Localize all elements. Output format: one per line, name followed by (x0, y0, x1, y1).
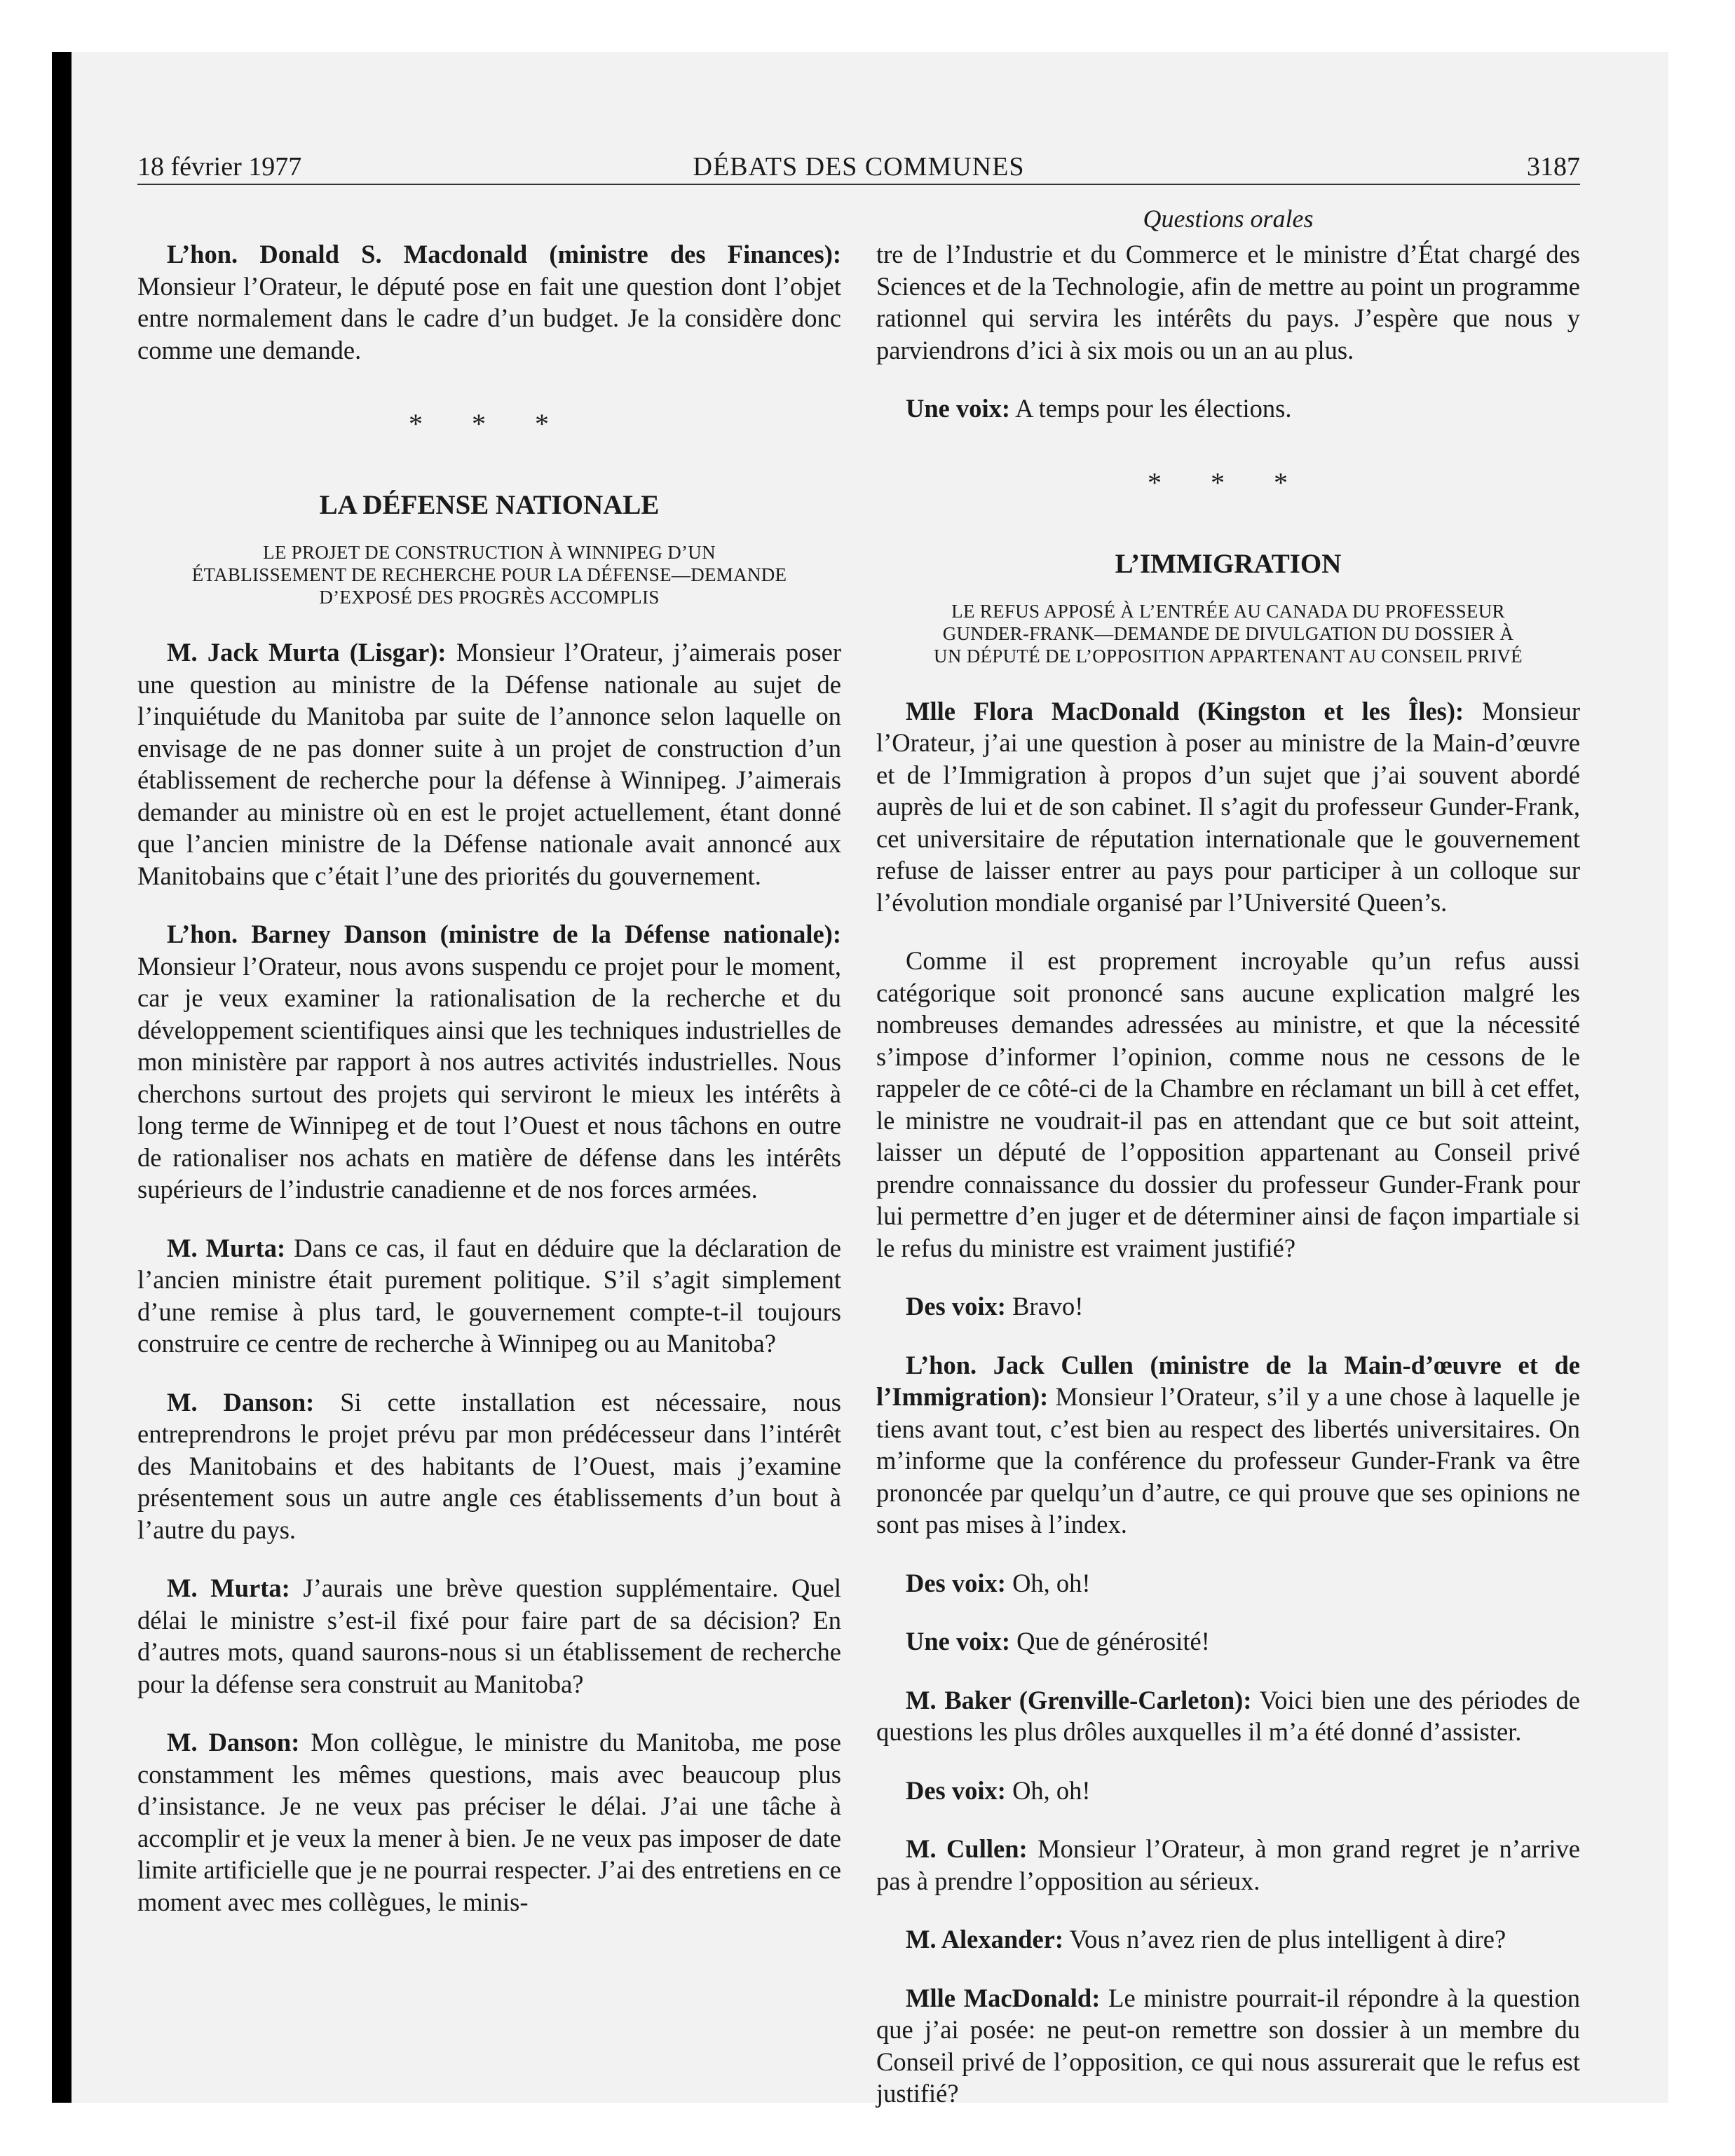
speech-text: Mon collègue, le ministre du Manitoba, me pose constamment les mêmes questions, mais avec beaucoup plus d’insistance. Je ne veux pas préciser le délai. J’ai une tâche à accomplir et je veux la mener à bien. Je ne veux pas imposer de date limite artificielle que je ne pourrai respecter. J’ai des entretiens en ce moment avec mes collègues, le minis- (137, 1728, 841, 1916)
speech-text: Bravo! (1005, 1292, 1084, 1321)
header-date: 18 février 1977 (137, 152, 302, 182)
speech-text: Monsieur l’Orateur, s’il y a une chose à laquelle je tiens avant tout, c’est bien au respect des libertés universitaires. On m’informe que la conférence du professeur Gunder-Frank va être prononcée par quelqu’un d’autre, ce qui prouve que ses opinions ne sont pas mises à l’index. (876, 1382, 1580, 1538)
paragraph (137, 1232, 841, 1360)
speaker-name: M. Danson: (167, 1387, 315, 1417)
left-column (137, 238, 841, 1944)
paragraph (876, 1833, 1580, 1897)
speech-text: Monsieur l’Orateur, j’ai une question à poser au ministre de la Main-d’œuvre et de l’Immigration à propos d’un sujet que j’ai souvent abordé auprès de lui et de son cabinet. Il s’agit du professeur Gunder-Frank, cet universitaire de réputation internationale que le gouvernement refuse de laisser entrer au pays pour participer à un colloque sur l’évolution mondiale organisé par l’Université Queen’s. (876, 696, 1580, 917)
speech-text: Vous n’avez rien de plus intelligent à dire? (1063, 1925, 1506, 1953)
paragraph (137, 238, 841, 366)
section-heading: LA DÉFENSE NATIONALE (319, 490, 660, 520)
speaker-name: M. Alexander: (906, 1925, 1064, 1953)
speech-text: Monsieur l’Orateur, le député pose en fait une question dont l’objet entre normalement dans le cadre d’un budget. Je la considère donc comme une demande. (137, 271, 841, 364)
speaker-name: Des voix: (906, 1292, 1006, 1321)
running-header (137, 147, 1580, 186)
speaker-name: Mlle Flora MacDonald (Kingston et les Îles): (906, 696, 1464, 725)
section-heading: L’IMMIGRATION (1115, 548, 1342, 579)
speech-text: Monsieur l’Orateur, nous avons suspendu ce projet pour le moment, car je veux examiner la rationalisation de la recherche et du développement scientifiques ainsi que les techniques industrielles de mon ministère par rapport à nos autres activités industrielles. Nous cherchons surtout des projets qui serviront le mieux les intérêts à long terme de Winnipeg et de tout l’Ouest et nous tâchons en outre de rationaliser nos achats en matière de défense dans les intérêts supérieurs de l’industrie canadienne et de nos forces armées. (137, 951, 841, 1203)
header-title: DÉBATS DES COMMUNES (693, 152, 1025, 182)
speaker-name: Mlle MacDonald: (906, 1983, 1101, 2012)
paragraph (876, 1567, 1580, 1599)
speaker-name: M. Jack Murta (Lisgar): (167, 638, 447, 667)
speech-text: Oh, oh! (1005, 1568, 1091, 1597)
page-number: 3187 (1527, 152, 1580, 182)
paragraph (137, 1726, 841, 1918)
paragraph (876, 1625, 1580, 1658)
speech-text: Monsieur l’Orateur, j’aimerais poser une question au ministre de la Défense nationale au sujet de l’inquiétude du Manitoba par suite de l’annonce selon laquelle on envisage de ne pas donner suite à un projet de construction d’un établissement de recherche pour la défense à Winnipeg. J’aimerais demander au ministre où en est le projet actuellement, étant donné que l’ancien ministre de la Défense nationale avait annoncé aux Manitobains que c’était l’une des priorités du gouvernement. (137, 638, 841, 890)
speaker-name: L’hon. Jack Cullen (ministre de la Main-d’œuvre et de l’Immigration): (876, 1350, 1580, 1411)
binding-edge (52, 52, 72, 2103)
paragraph (876, 1290, 1580, 1323)
paragraph (876, 1923, 1580, 1956)
speaker-name: M. Cullen: (906, 1834, 1028, 1863)
paragraph (876, 1349, 1580, 1541)
header-rule (137, 184, 1580, 185)
speaker-name: Des voix: (906, 1775, 1006, 1805)
speaker-name: Une voix: (906, 394, 1011, 423)
paragraph: Comme il est proprement incroyable qu’un refus aussi catégorique soit prononcé sans aucune explication malgré les nombreuses demandes adressées au ministre, et que la nécessité s’impose d’informer l’opinion, comme nous ne cessons de le rappeler de ce côté-ci de la Chambre en réclamant un bill à cet effet, le ministre ne voudrait-il pas en attendant que ce but soit atteint, laisser un député de l’opposition appartenant au Conseil privé prendre connaissance du dossier du professeur Gunder-Frank pour lui permettre d’en juger et de déterminer ainsi de façon impartiale si le refus du ministre est vraiment justifié? (876, 946, 1580, 1262)
paragraph (137, 1572, 841, 1700)
speech-text: Oh, oh! (1005, 1775, 1091, 1805)
continued-paragraph: tre de l’Industrie et du Commerce et le ministre d’État chargé des Sciences et de la Technologie, afin de mettre au point un programme rationnel qui servira les intérêts du pays. J’espère que nous y parviendrons d’ici à six mois ou un an au plus. (876, 240, 1580, 364)
speaker-name: Une voix: (906, 1627, 1011, 1656)
speaker-name: M. Murta: (167, 1233, 286, 1262)
paragraph (876, 695, 1580, 919)
speech-text: Dans ce cas, il faut en déduire que la déclaration de l’ancien ministre était purement politique. S’il s’agit simplement d’une remise à plus tard, le gouvernement compte-t-il toujours construire ce centre de recherche à Winnipeg ou au Manitoba? (137, 1233, 841, 1358)
speaker-name: L’hon. Barney Danson (ministre de la Défense nationale): (167, 920, 841, 948)
speech-text: A temps pour les élections. (1010, 394, 1292, 423)
speech-text: Monsieur l’Orateur, à mon grand regret je n’arrive pas à prendre l’opposition au sérieux. (876, 1834, 1580, 1895)
speech-text: Si cette installation est nécessaire, nous entreprendrons le projet prévu par mon prédécesseur dans l’intérêt des Manitobains et des habitants de l’Ouest, mais j’examine présentement sous un autre angle ces établissements d’un bout à l’autre du pays. (137, 1387, 841, 1544)
section-subheading: LE PROJET DE CONSTRUCTION À WINNIPEG D’UN ÉTABLISSEMENT DE RECHERCHE POUR LA DÉFENSE—DEMANDE D’EXPOSÉ DES PROGRÈS ACCOMPLIS (191, 542, 787, 608)
speaker-name: Des voix: (906, 1568, 1006, 1597)
paragraph (876, 1684, 1580, 1748)
paragraph (876, 1775, 1580, 1807)
speaker-name: M. Danson: (167, 1728, 300, 1756)
speaker-name: M. Murta: (167, 1574, 290, 1602)
right-column (876, 238, 1580, 2136)
section-label: Questions orales (1143, 205, 1314, 233)
speech-text: J’aurais une brève question supplémentaire. Quel délai le ministre s’est-il fixé pour faire part de sa décision? En d’autres mots, quand saurons-nous si un établissement de recherche pour la défense sera construit au Manitoba? (137, 1574, 841, 1698)
speech-text: Le ministre pourrait-il répondre à la question que j’ai posée: ne peut-on remettre son dossier à un membre du Conseil privé de l’opposition, ce qui nous assurerait que le refus est justifié? (876, 1983, 1580, 2108)
section-separator: * * * (1148, 466, 1309, 498)
paragraph (137, 636, 841, 892)
paragraph (876, 1982, 1580, 2110)
paragraph (137, 1386, 841, 1546)
section-separator: * * * (409, 408, 570, 439)
speaker-name: L’hon. Donald S. Macdonald (ministre des Finances): (167, 240, 841, 268)
paragraph (137, 918, 841, 1206)
speech-text: Que de générosité! (1010, 1627, 1210, 1656)
paragraph (876, 393, 1580, 425)
speech-text: Voici bien une des périodes de questions les plus drôles auxquelles il m’a été donné d’assister. (876, 1685, 1580, 1746)
speaker-name: M. Baker (Grenville-Carleton): (906, 1685, 1252, 1714)
section-subheading: LE REFUS APPOSÉ À L’ENTRÉE AU CANADA DU PROFESSEUR GUNDER-FRANK—DEMANDE DE DIVULGATION DU DOSSIER À UN DÉPUTÉ DE L’OPPOSITION APPARTENANT AU CONSEIL PRIVÉ (934, 600, 1523, 667)
